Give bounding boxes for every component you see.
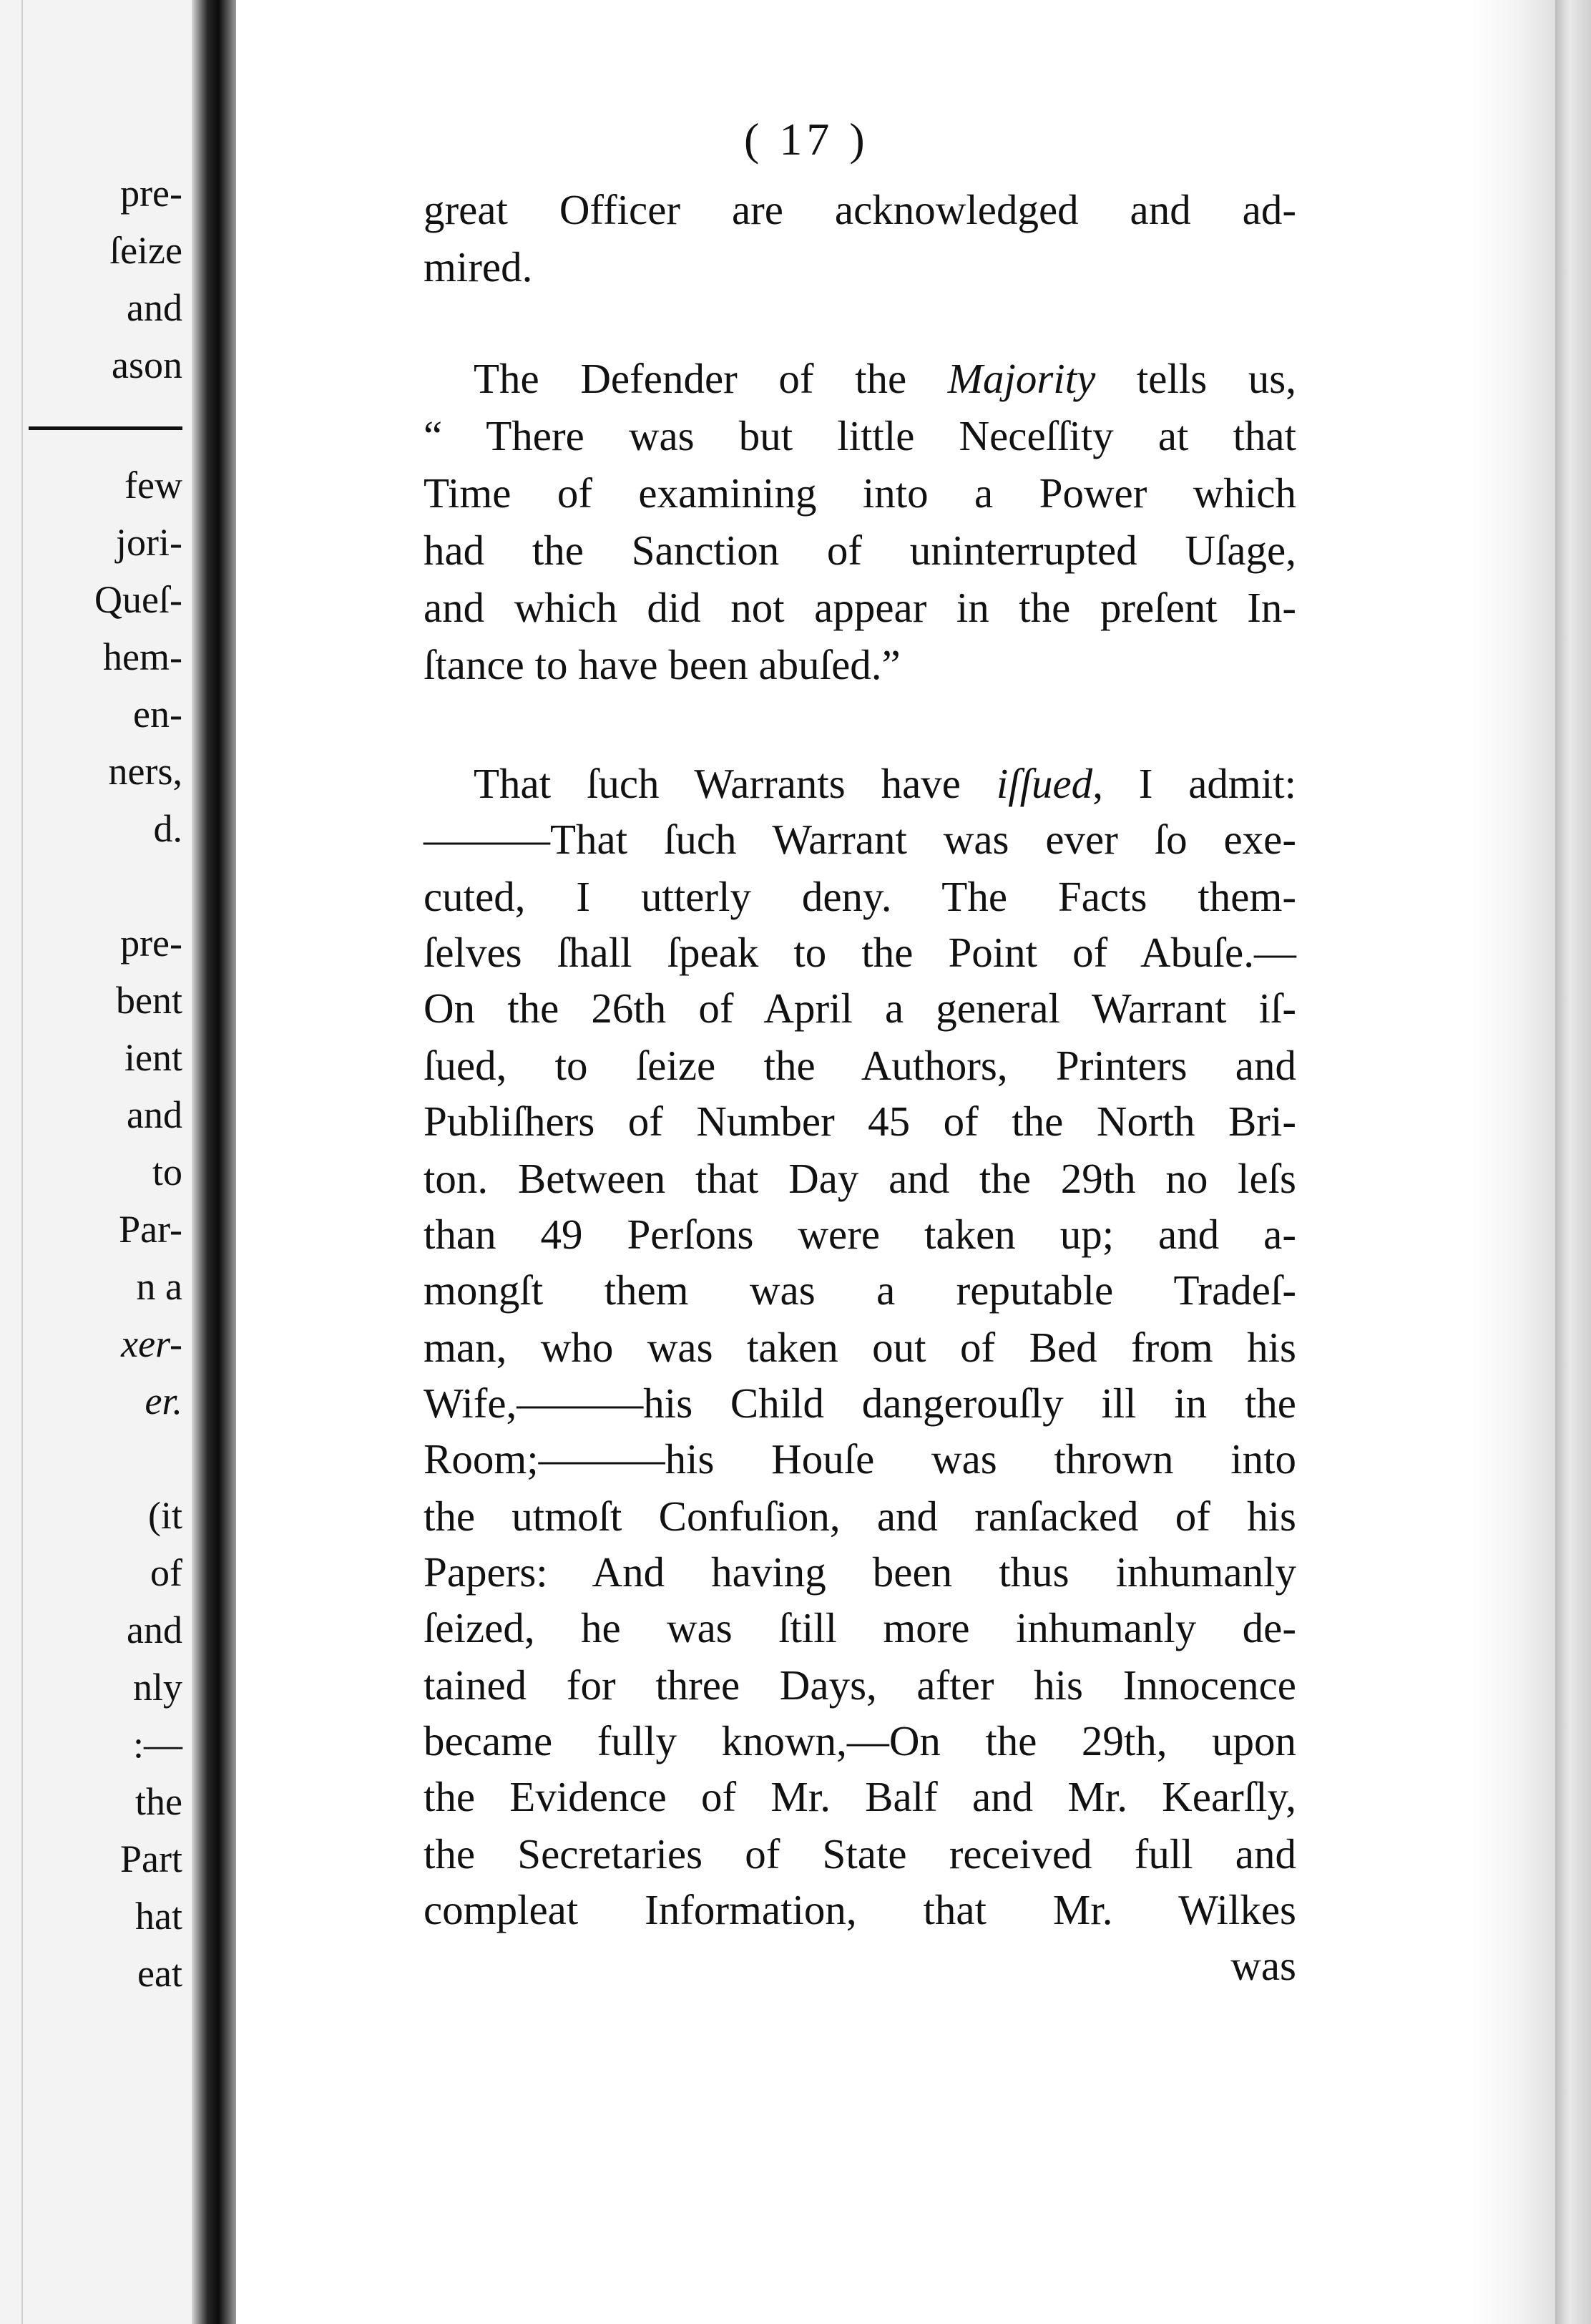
- left-page-line: en-: [133, 693, 182, 736]
- left-page-line: bent: [116, 979, 182, 1022]
- left-page-line: n a: [136, 1265, 182, 1308]
- text-line: Papers: And having been thus inhumanly: [424, 1548, 1296, 1596]
- text-line: “ There was but little Neceſſity at that: [424, 412, 1296, 459]
- left-page-line: to: [152, 1151, 182, 1193]
- left-page-line: nly: [132, 1666, 182, 1709]
- text-line: the Evidence of Mr. Balf and Mr. Kearſly,: [424, 1773, 1296, 1820]
- left-page-line: and: [127, 1093, 182, 1136]
- text-line: Publiſhers of Number 45 of the North Bri-: [424, 1098, 1296, 1145]
- text-line: cuted, I utterly deny. The Facts them-: [424, 873, 1296, 920]
- text-line: That ſuch Warrants have iſſued, I admit:: [474, 760, 1296, 807]
- page-number: ( 17 ): [744, 114, 869, 165]
- text-line: man, who was taken out of Bed from his: [424, 1324, 1296, 1371]
- text-line: Room;———his Houſe was thrown into: [424, 1435, 1296, 1483]
- text-line: tained for three Days, after his Innocence: [424, 1661, 1296, 1709]
- left-page-line: few: [124, 464, 182, 507]
- left-page-line: Par-: [119, 1208, 182, 1251]
- left-page-line: pre-: [120, 172, 182, 215]
- text-line: the utmoſt Confuſion, and ranſacked of his: [424, 1493, 1296, 1540]
- left-page-line: hat: [135, 1895, 182, 1938]
- text-line: great Officer are acknowledged and ad-: [424, 186, 1296, 233]
- left-page-line: xer-: [121, 1322, 182, 1365]
- previous-page-fragment: [0, 0, 192, 2324]
- left-page-line: and: [127, 286, 182, 329]
- text-line: than 49 Perſons were taken up; and a-: [424, 1211, 1296, 1258]
- catchword: was: [1230, 1942, 1296, 1989]
- left-page-line: :—: [132, 1723, 182, 1766]
- text-line: became fully known,—On the 29th, upon: [424, 1717, 1296, 1764]
- left-page-line: eat: [137, 1952, 182, 1995]
- left-page-rule: [29, 426, 182, 430]
- left-page-line: er.: [145, 1380, 182, 1422]
- italic-word: iſſued: [996, 760, 1093, 807]
- text-line: mongſt them was a reputable Tradeſ-: [424, 1266, 1296, 1314]
- left-page-line: of: [150, 1551, 182, 1594]
- left-page-line: ſeize: [109, 229, 182, 272]
- italic-word: Majority: [947, 355, 1096, 402]
- left-page-line: d.: [153, 807, 182, 850]
- text-line: Wife,———his Child dangerouſly ill in the: [424, 1380, 1296, 1427]
- page-shadow: [1469, 0, 1555, 2324]
- left-page-line: ason: [112, 343, 182, 386]
- text-line: compleat Information, that Mr. Wilkes: [424, 1886, 1296, 1933]
- left-page-line: pre-: [120, 922, 182, 965]
- text-line: On the 26th of April a general Warrant iſ-: [424, 985, 1296, 1032]
- text-line: ———That ſuch Warrant was ever ſo exe-: [424, 816, 1296, 863]
- book-right-edge: [1555, 0, 1591, 2324]
- text-line: and which did not appear in the preſent In-: [424, 584, 1296, 631]
- left-page-line: Queſ-: [94, 578, 182, 621]
- text-line: ſued, to ſeize the Authors, Printers and: [424, 1042, 1296, 1089]
- left-page-line: hem-: [103, 635, 182, 678]
- left-page-line: and: [127, 1608, 182, 1651]
- text-line: ſtance to have been abuſed.”: [424, 641, 901, 688]
- book-gutter: [192, 0, 236, 2324]
- text-line: Time of examining into a Power which: [424, 469, 1296, 517]
- left-page-line: jori-: [116, 521, 182, 564]
- text-line: had the Sanction of uninterrupted Uſage,: [424, 527, 1296, 574]
- left-page-line: Part: [120, 1837, 182, 1880]
- text-line: the Secretaries of State received full and: [424, 1830, 1296, 1878]
- text-line: ſeized, he was ſtill more inhumanly de-: [424, 1604, 1296, 1651]
- text-line: ſelves ſhall ſpeak to the Point of Abuſe.—: [424, 929, 1296, 976]
- text-line: mired.: [424, 243, 533, 290]
- left-page-line: the: [135, 1780, 182, 1823]
- text-line: The Defender of the Majority tells us,: [474, 355, 1296, 402]
- left-page-line: ient: [124, 1036, 182, 1079]
- left-page-line: (it: [148, 1494, 182, 1537]
- text-line: ton. Between that Day and the 29th no leſs: [424, 1155, 1296, 1202]
- left-page-line: ners,: [108, 750, 182, 793]
